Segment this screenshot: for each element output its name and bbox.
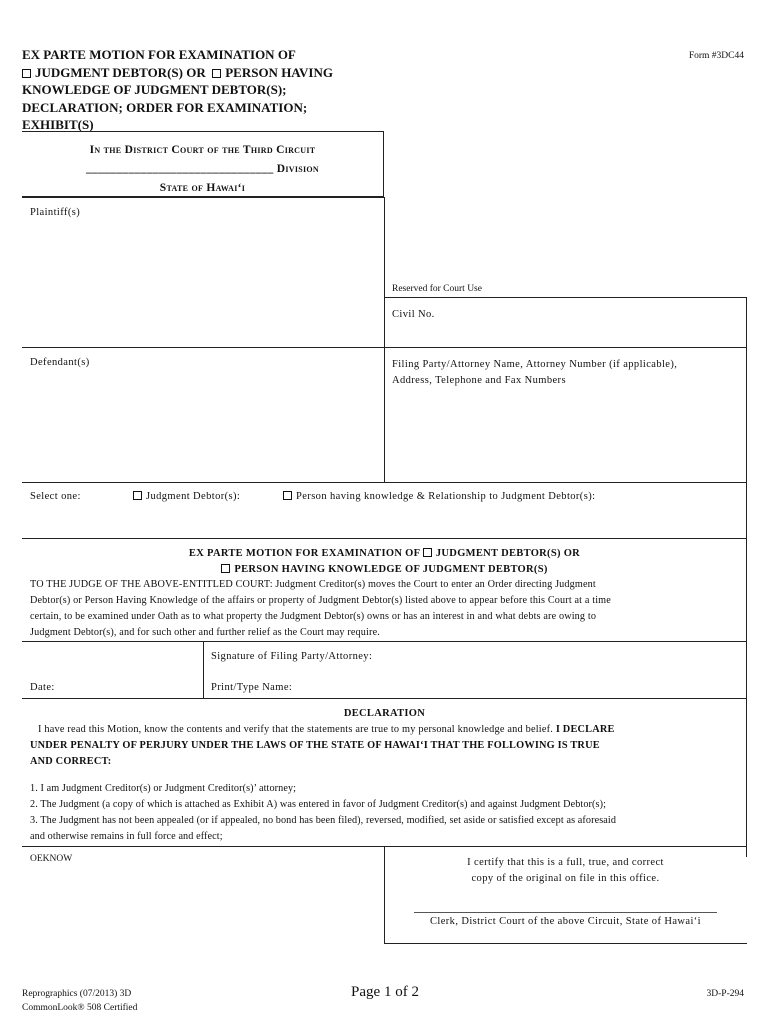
footer-left <box>22 987 137 1015</box>
divider <box>22 197 385 198</box>
declaration-heading: DECLARATION <box>343 708 426 719</box>
filing-party-label: Filing Party/Attorney Name, Attorney Number (if applicable), Address, Telephone and Fax Numbers <box>392 359 678 386</box>
checkbox-icon[interactable] <box>133 491 142 500</box>
option-judgment-debtor[interactable]: Judgment Debtor(s): <box>133 491 240 502</box>
declaration-item: 2. The Judgment (a copy of which is attached as Exhibit A) was entered in favor of Judgment Creditor(s) and against Judgment Debtor(s); <box>30 799 607 810</box>
civil-no-label: Civil No. <box>392 309 435 320</box>
motion-heading: EX PARTE MOTION FOR EXAMINATION OF JUDGMENT DEBTOR(S) OR PERSON HAVING KNOWLEDGE OF JUDGMENT DEBTOR(S) <box>188 548 581 575</box>
title-line-4: DECLARATION; ORDER FOR EXAMINATION; <box>22 99 308 115</box>
option-person-having-knowledge[interactable]: Person having knowledge & Relationship to Judgment Debtor(s): <box>283 491 595 502</box>
state-name: State of Hawaiʻi <box>159 182 246 194</box>
title-line-2: JUDGMENT DEBTOR(S) OR PERSON HAVING <box>22 64 382 82</box>
checkbox-icon[interactable] <box>283 491 292 500</box>
divider <box>22 482 747 483</box>
divider <box>22 347 747 348</box>
defendant-label: Defendant(s) <box>30 357 90 368</box>
divider <box>384 943 747 944</box>
declaration-body: I have read this Motion, know the contents and verify that the statements are true to my personal knowledge and belief. I DECLARE UNDER PENALTY OF PERJURY UNDER THE LAWS OF THE STATE OF HAWAIʻI THAT THE FOLLOWING IS TRUE AND CORRECT: <box>30 724 615 767</box>
form-title <box>22 46 382 134</box>
certify-text: I certify that this is a full, true, and correct copy of the original on file in this office. <box>467 857 664 884</box>
divider <box>203 641 204 699</box>
select-one-label: Select one: <box>30 491 81 502</box>
plaintiff-label: Plaintiff(s) <box>30 207 81 218</box>
checkbox-icon[interactable] <box>423 548 432 557</box>
page-number: Page 1 of 2 <box>351 984 419 1000</box>
checkbox-icon[interactable] <box>221 564 230 573</box>
title-line-3: KNOWLEDGE OF JUDGMENT DEBTOR(S); <box>22 82 287 97</box>
division-label: Division <box>276 163 320 175</box>
title-line-1: EX PARTE MOTION FOR EXAMINATION OF <box>22 47 296 62</box>
division-blank[interactable]: _______________________________ <box>85 163 274 175</box>
commonlook-text: CommonLook® 508 Certified <box>22 1003 138 1013</box>
form-number: Form #3DC44 <box>688 51 744 61</box>
declaration-items <box>30 781 746 845</box>
divider <box>22 641 747 642</box>
form-code: 3D-P-294 <box>706 989 744 999</box>
form-code-oeknow: OEKNOW <box>30 854 73 864</box>
checkbox-icon[interactable] <box>22 69 31 78</box>
reprographics-text: Reprographics (07/2013) 3D <box>22 989 132 999</box>
divider <box>384 297 747 298</box>
reserved-label: Reserved for Court Use <box>392 284 482 294</box>
clerk-label: Clerk, District Court of the above Circuit, State of Hawaiʻi <box>430 916 701 927</box>
declaration-item: 1. I am Judgment Creditor(s) or Judgment Creditor(s)’ attorney; <box>30 783 297 794</box>
title-line-5: EXHIBIT(S) <box>22 117 94 132</box>
divider <box>22 698 747 699</box>
declaration-item: and otherwise remains in full force and effect; <box>30 831 223 842</box>
court-name: In the District Court of the Third Circuit <box>89 144 316 156</box>
divider <box>384 197 385 483</box>
signature-label: Signature of Filing Party/Attorney: <box>211 651 373 662</box>
clerk-signature-line <box>414 912 717 913</box>
print-name-label: Print/Type Name: <box>211 682 293 693</box>
checkbox-icon[interactable] <box>212 69 221 78</box>
court-caption <box>22 131 384 197</box>
declaration-item: 3. The Judgment has not been appealed (or if appealed, no bond has been filed), reversed, modified, set aside or satisfied except as aforesaid <box>30 815 617 826</box>
division-line <box>22 160 383 179</box>
date-label: Date: <box>30 682 55 693</box>
motion-body: TO THE JUDGE OF THE ABOVE-ENTITLED COURT: Judgment Creditor(s) moves the Court to enter an Order directing Judgment Debtor(s) or Person Having Knowledge of the affairs or property of Judgment Debtor(s) listed above to appear before this Court at a time certain, to be examined under Oath as to what property the Judgment Debtor(s) owns or has an interest in and what debts are owing to Judgment Debtor(s), and for such other and further relief as the Court may require. <box>30 579 611 638</box>
divider <box>22 538 747 539</box>
